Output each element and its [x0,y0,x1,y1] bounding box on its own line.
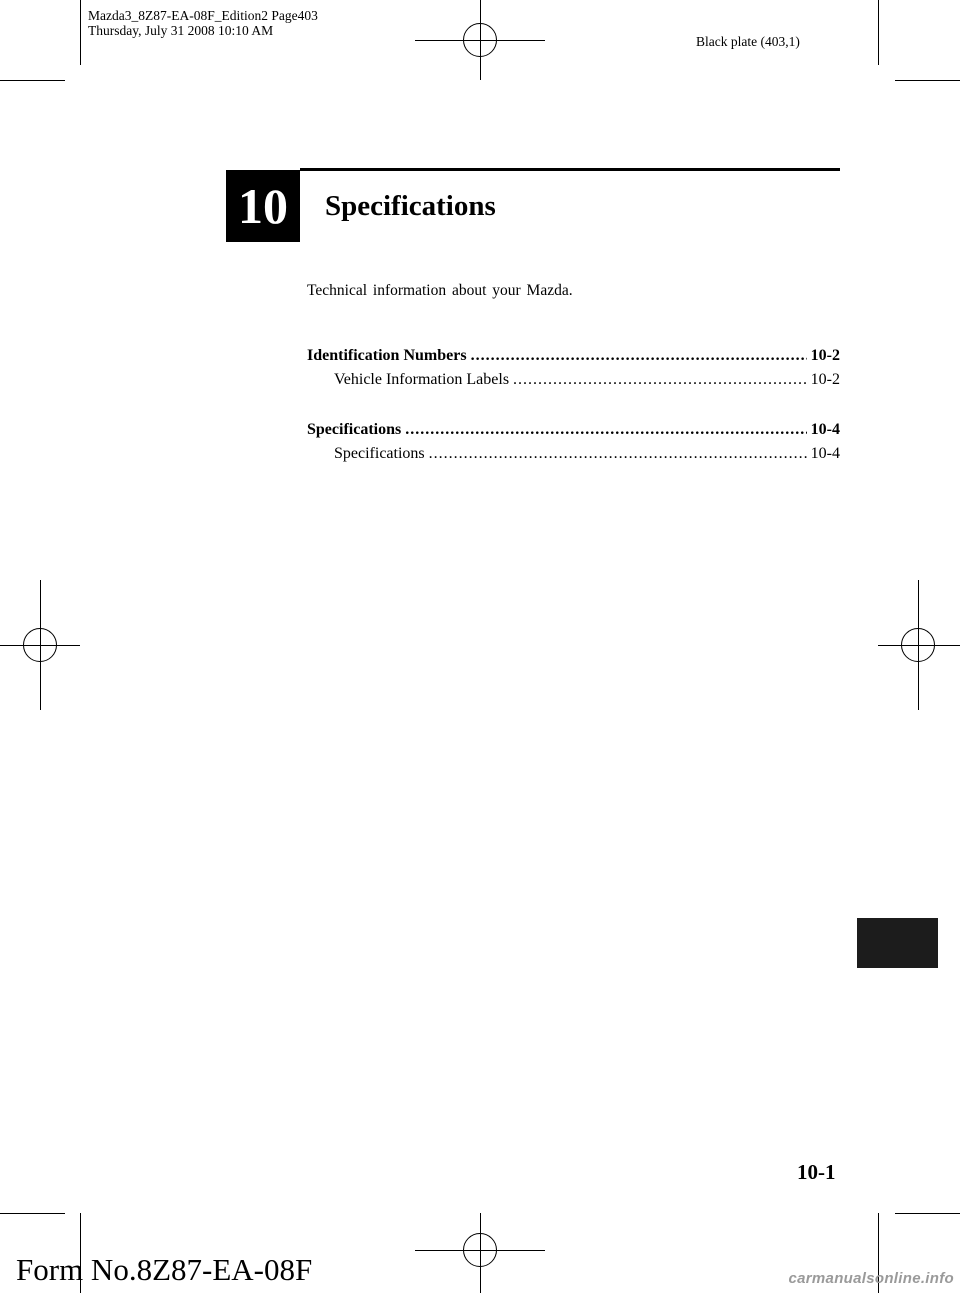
toc-leader [405,421,806,439]
chapter-rule [300,168,840,171]
page-number: 10-1 [797,1160,836,1184]
toc-subentry[interactable] [334,371,840,389]
chapter-thumb-tab [857,918,938,968]
toc-leader [429,445,807,463]
toc-entry-title: Specifications [334,445,425,462]
print-file-line: Mazda3_8Z87-EA-08F_Edition2 Page403 [88,8,318,23]
toc-entry-title: Vehicle Information Labels [334,371,510,388]
form-number: Form No.8Z87-EA-08F [16,1252,313,1287]
toc-entry-page: 10-2 [810,371,840,388]
toc-entry-page: 10-4 [810,421,840,438]
chapter-number-box: 10 [226,170,300,242]
toc-entry-title: Specifications [307,421,402,438]
toc-entry[interactable] [307,347,840,365]
print-date-line: Thursday, July 31 2008 10:10 AM [88,23,274,38]
toc-entry[interactable] [307,421,840,439]
chapter-title: Specifications [325,190,496,222]
chapter-intro: Technical information about your Mazda. [307,282,573,299]
toc-leader [513,371,807,389]
toc-leader [471,347,807,365]
watermark: carmanualsonline.info [788,1270,954,1287]
toc-entry-title: Identification Numbers [307,347,467,364]
toc-entry-page: 10-4 [810,445,840,462]
black-plate-label: Black plate (403,1) [696,34,800,49]
toc-subentry[interactable] [334,445,840,463]
toc-entry-page: 10-2 [810,347,840,364]
